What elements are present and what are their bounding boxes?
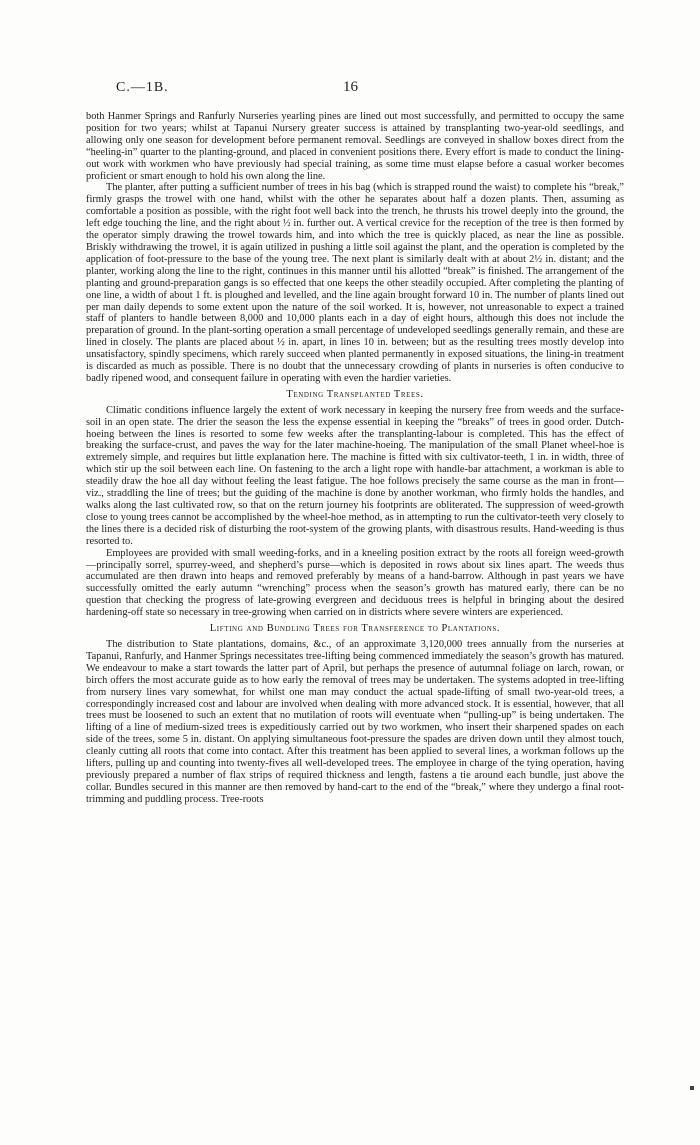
paragraph: both Hanmer Springs and Ranfurly Nurseries yearling pines are lined out most successfully, and permitted to occupy the same position for two years; whilst at Tapanui Nursery greater success is attained by transplanting two-year-old seedlings, and allowing only one season for development before permanent removal. Seedlings are conveyed in shallow boxes direct from the “heeling-in” quarter to the planting-ground, and placed in convenient positions there. Every effort is made to conduct the lining-out work with workmen who have previously had special training, as some time must elapse before a casual worker becomes proficient or smart enough to hold his own along the line. (86, 111, 624, 182)
page-number: 16 (343, 79, 358, 95)
page-reference: C.—1B. (116, 80, 169, 95)
section-heading-tending: Tending Transplanted Trees. (286, 388, 424, 400)
body-text (86, 111, 624, 806)
scan-mark (690, 1086, 694, 1090)
paragraph: Employees are provided with small weeding-forks, and in a kneeling position extract by the roots all foreign weed-growth—principally sorrel, spurrey-weed, and shepherd’s purse—which is deposited in rows about six lines apart. The weeds thus accumulated are then drawn into heaps and removed preferably by means of a hand-barrow. Although in past years we have successfully omitted the early autumn “wrenching” process when the season’s growth has matured early, there can be no question that checking the progress of late-growing evergreen and deciduous trees is helpful in bringing about the desired hardening-off state so necessary in tree-growing when carried on in districts where severe winters are experienced. (86, 547, 624, 619)
section-heading-lifting: Lifting and Bundling Trees for Transference to Plantations. (209, 623, 501, 635)
paragraph: Climatic conditions influence largely the extent of work necessary in keeping the nursery free from weeds and the surface-soil in an open state. The drier the season the less the expense essential in keeping the “breaks” of trees in good order. Dutch-hoeing between the lines is resorted to some few weeks after the transplanting-labour is completed. This has the effect of breaking the surface-crust, and paves the way for the later machine-hoeing. The manipulation of the small Planet wheel-hoe is extremely simple, and requires but little explanation here. The machine is fitted with six cultivator-teeth, 1 in. in width, three of which stir up the soil between each line. On fastening to the arch a light rope with handle-bar attachment, a workman is able to steadily draw the hoe all day without feeling the least fatigue. The hoe follows precisely the same course as the man in front—viz., straddling the line of trees; but the guiding of the machine is done by another workman, who firmly holds the handles, and walks along the last cultivated row, so that on the return journey his footprints are obliterated. The suppression of weed-growth close to young trees cannot be accomplished by the wheel-hoe method, as in attempting to run the cultivator-teeth very closely to the lines there is a decided risk of disturbing the root-system of the growing plants, with disastrous results. Hand-weeding is thus resorted to. (86, 404, 624, 547)
paragraph: The planter, after putting a sufficient number of trees in his bag (which is strapped round the waist) to complete his “break,” firmly grasps the trowel with one hand, whilst with the other he separates about half a dozen plants. Then, assuming as comfortable a position as possible, with the right foot well back into the trench, he thrusts his trowel deeply into the ground, the left edge touching the line, and the right about ½ in. further out. A vertical crevice for the reception of the tree is then formed by the operator simply drawing the trowel towards him, and into which the tree is quickly placed, as near the line as possible. Briskly withdrawing the trowel, it is again utilized in pushing a little soil against the plant, and the operation is completed by the application of foot-pressure to the base of the young tree. The next plant is similarly dealt with at about 2½ in. distant; and the planter, working along the line to the right, continues in this manner until his allotted “break” is finished. The arrangement of the planting and ground-preparation gangs is so effected that one keeps the other steadily occupied. After completing the planting of one line, a width of about 1 ft. is ploughed and levelled, and the line again brought forward 10 in. The number of plants lined out per man daily depends to some extent upon the nature of the soil worked. It is, however, not unreasonable to expect a trained staff of planters to handle between 8,000 and 10,000 plants each in a day of eight hours, although this does not include the preparation of ground. In the plant-sorting operation a small percentage of undeveloped seedlings generally remain, and these are lined in closely. The plants are placed about ½ in. apart, in lines 10 in. between; but as the resulting trees mostly develop into unsatisfactory, spindly specimens, which rarely succeed when planted permanently in exposed situations, the lining-in treatment is discarded as much as possible. There is no doubt that the unnecessary crowding of plants in nurseries is often conducive to badly ripened wood, and consequent failure in operating with even the hardier varieties. (86, 182, 624, 384)
paragraph: The distribution to State plantations, domains, &c., of an approximate 3,120,000 trees annually from the nurseries at Tapanui, Ranfurly, and Hanmer Springs necessitates tree-lifting being commenced immediately the season’s growth has matured. We endeavour to make a start towards the latter part of April, but perhaps the presence of autumnal foliage on larch, rowan, or birch offers the most accurate guide as to how early the removal of trees may be undertaken. The systems adopted in tree-lifting from nursery lines vary somewhat, for whilst one man may conduct the actual spade-lifting of small two-year-old trees, a correspondingly increased cost and labour are involved when dealing with more advanced stock. It is essential, however, that all trees must be loosened to such an extent that no mutilation of roots will eventuate when “pulling-up” is being undertaken. The lifting of a line of medium-sized trees is expeditiously carried out by two workmen, who insert their sharpened spades on each side of the trees, some 5 in. distant. On applying simultaneous foot-pressure the spades are driven down until they almost touch, cleanly cutting all roots that come into contact. After this treatment has been applied to several lines, a workman follows up the lifters, pulling up and counting into twenty-fives all well-developed trees. The employee in charge of the tying operation, having previously prepared a number of flax strips of required thickness and length, fastens a tie around each bundle, just above the collar. Bundles secured in this manner are then removed by hand-cart to the end of the “break,” where they undergo a final root-trimming and puddling process. Tree-roots (86, 638, 624, 805)
